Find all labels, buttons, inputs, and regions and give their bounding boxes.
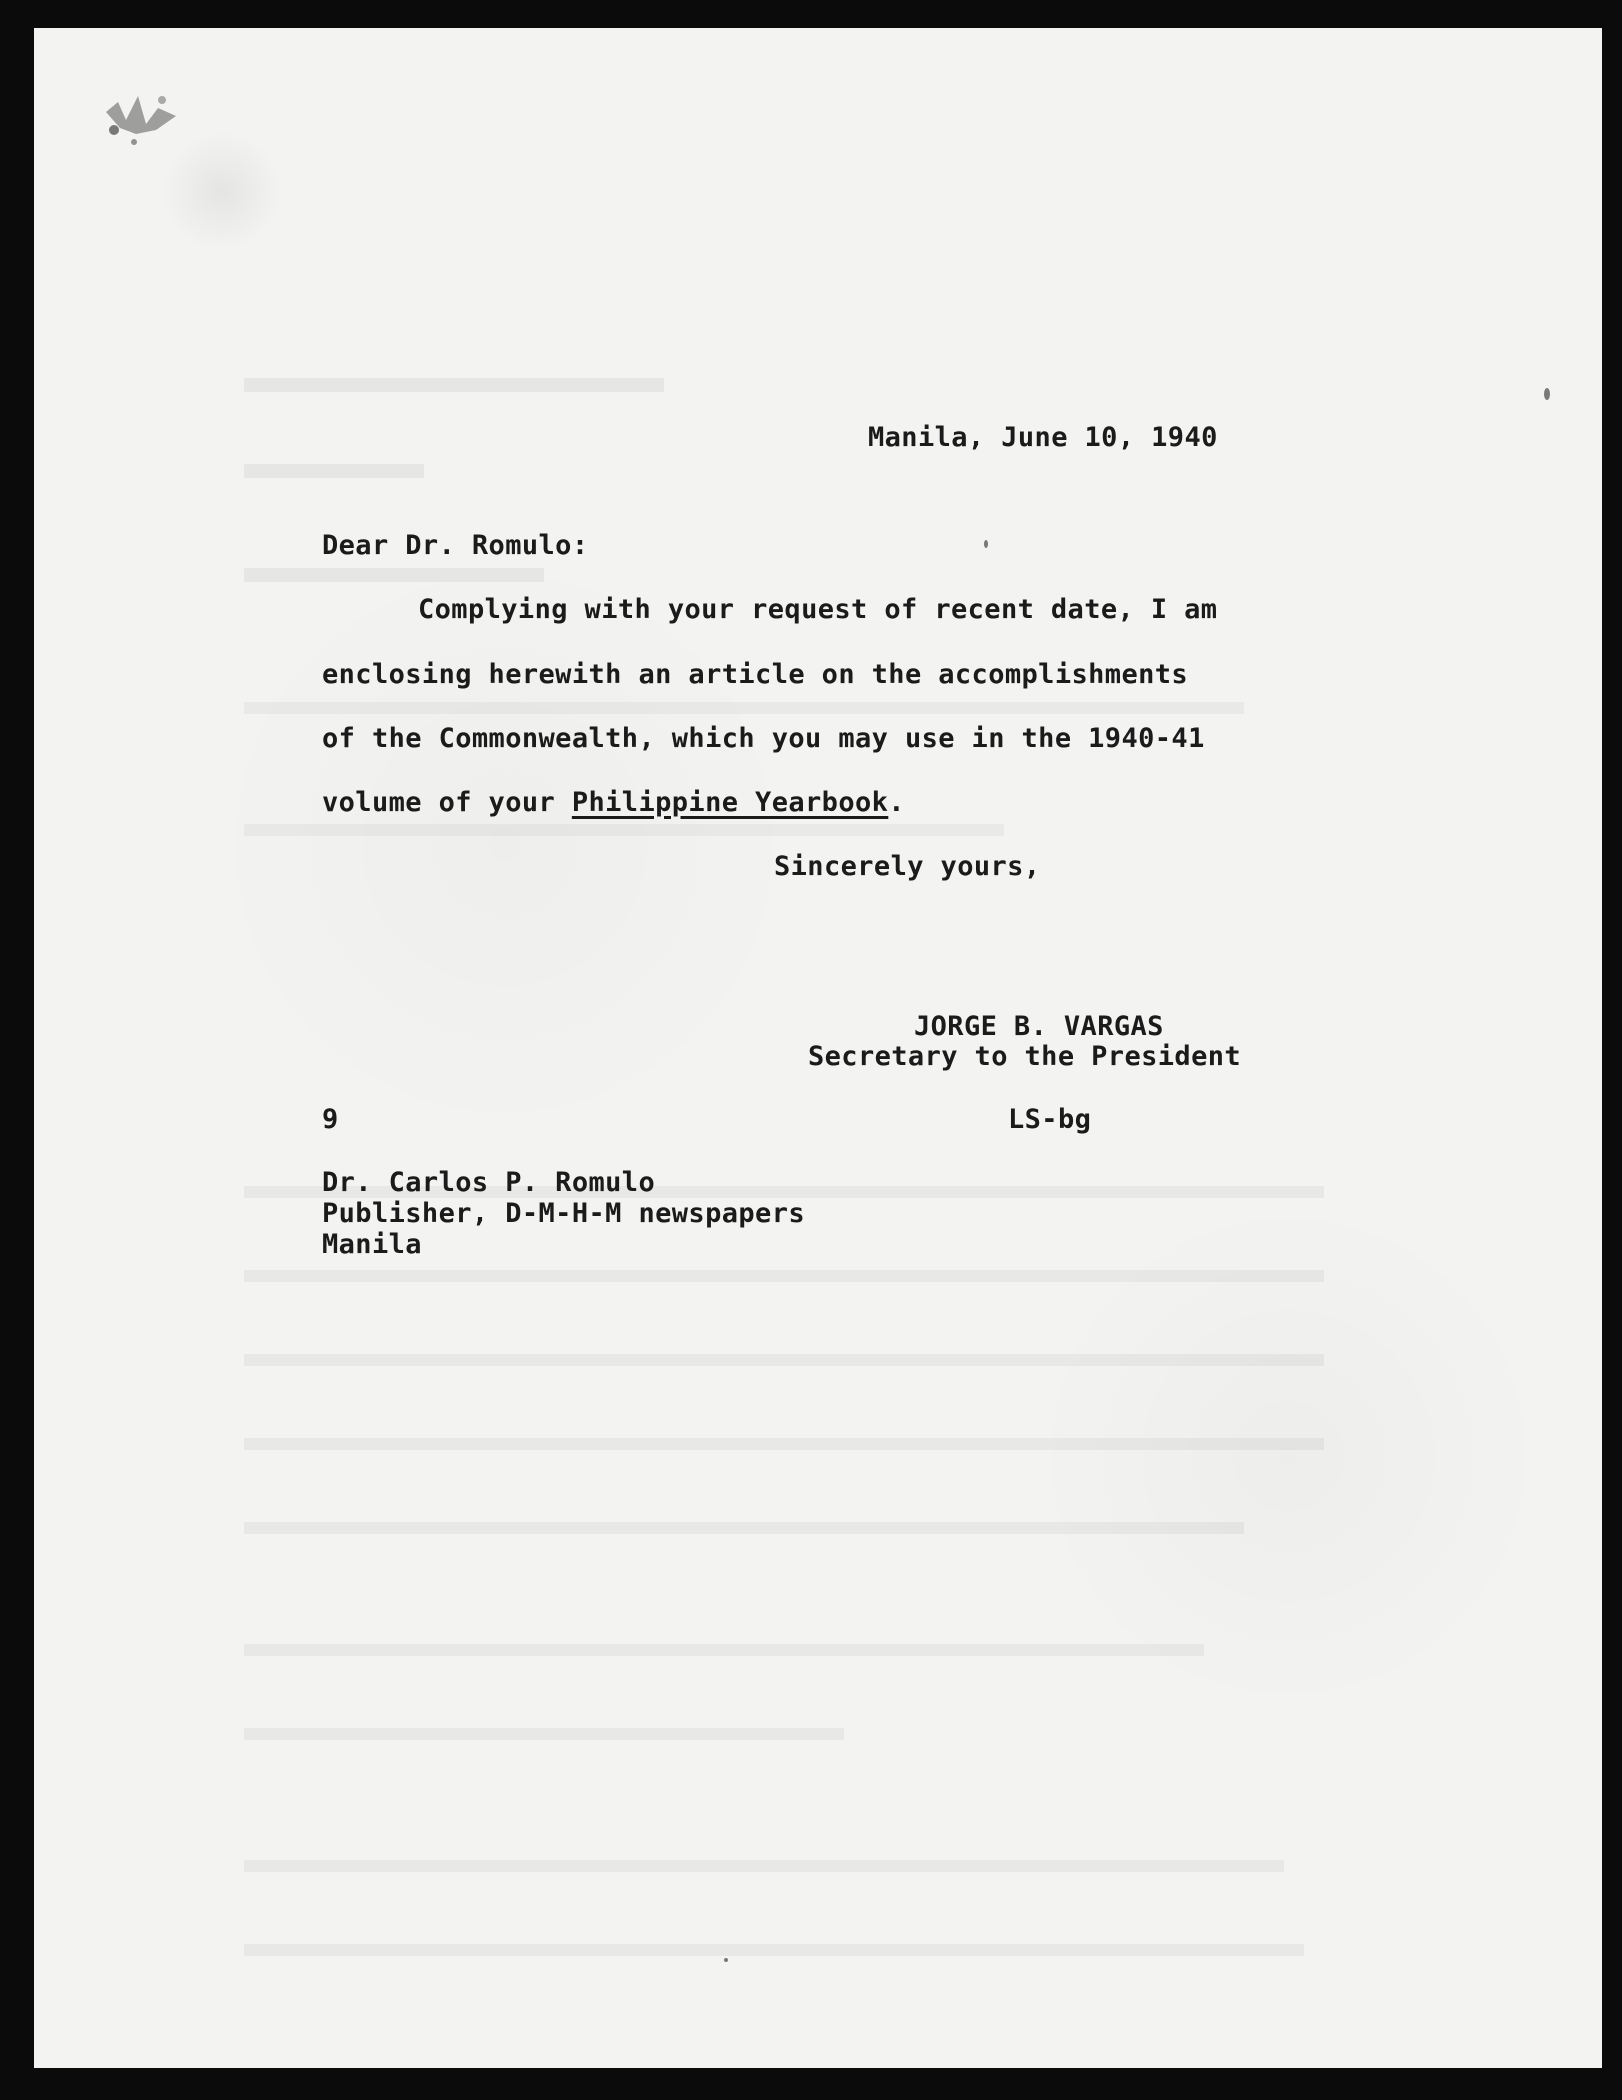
paper-speck [1544,388,1550,400]
typist-initials: LS-bg [1008,1104,1092,1135]
recipient-name: Dr. Carlos P. Romulo [322,1167,656,1198]
publication-title: Philippine Yearbook [571,787,889,818]
corner-damage-mark [86,72,196,162]
file-number: 9 [322,1104,339,1135]
dateline: Manila, June 10, 1940 [868,422,1218,453]
recipient-city: Manila [322,1229,422,1260]
closing: Sincerely yours, [774,851,1041,882]
recipient-position: Publisher, D-M-H-M newspapers [322,1198,806,1229]
body-line-4 [322,789,905,816]
salutation: Dear Dr. Romulo: [322,530,589,561]
paper-speck [724,1958,728,1962]
signer-name: JORGE B. VARGAS [914,1011,1164,1042]
body-line-2: enclosing herewith an article on the accomplishments [322,659,1189,690]
signer-title: Secretary to the President [808,1041,1242,1072]
letter-page [34,28,1602,2068]
paper-speck [984,540,988,548]
body-line-4-prefix: volume of your [322,787,572,818]
body-line-1: Complying with your request of recent date, I am [418,594,1218,625]
body-line-4-suffix: . [888,787,905,818]
body-line-3: of the Commonwealth, which you may use in the 1940-41 [322,723,1205,754]
